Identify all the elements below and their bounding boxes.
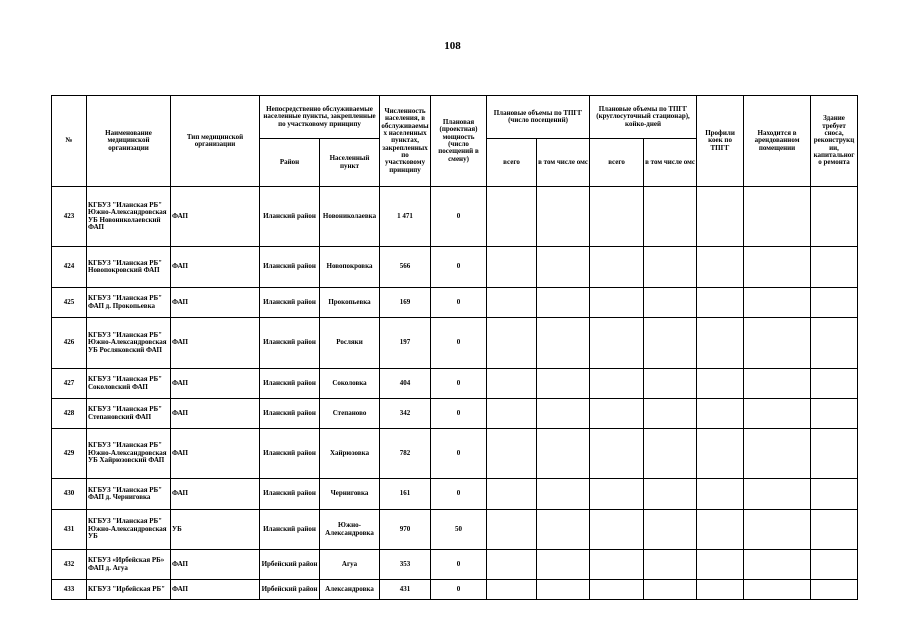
row-district: Иланский район <box>260 187 320 247</box>
row-population: 197 <box>380 318 431 369</box>
row-rented <box>744 369 811 399</box>
header-building-needs: Здание требует сноса, реконструкции, капитального ремонта <box>811 96 858 187</box>
row-org-name: КГБУЗ "Ирбейская РБ" <box>87 580 171 600</box>
row-beds-total <box>590 510 644 550</box>
row-building-needs <box>811 479 858 510</box>
row-population: 431 <box>380 580 431 600</box>
row-beds-oms <box>644 399 697 429</box>
page-number: 108 <box>444 40 461 52</box>
row-visits-oms <box>537 479 590 510</box>
row-visits-total <box>487 580 537 600</box>
row-population: 782 <box>380 429 431 479</box>
header-tpgg-visits: Плановые объемы по ТПГГ (число посещений) <box>487 96 590 139</box>
header-population: Численность населения, в обслуживаемых населенных пунктах, закрепленных по участковому принципу <box>380 96 431 187</box>
header-district: Район <box>260 139 320 187</box>
row-building-needs <box>811 318 858 369</box>
table-body <box>52 187 858 600</box>
row-org-name: КГБУЗ "Иланская РБ" Степановский ФАП <box>87 399 171 429</box>
row-building-needs <box>811 369 858 399</box>
table-row <box>52 479 858 510</box>
table-row <box>52 247 858 288</box>
row-visits-total <box>487 369 537 399</box>
row-population: 566 <box>380 247 431 288</box>
row-num: 432 <box>52 550 87 580</box>
row-org-type: ФАП <box>171 318 260 369</box>
row-visits-oms <box>537 187 590 247</box>
row-org-name: КГБУЗ "Иланская РБ" Южно-Александровская УБ Росляковский ФАП <box>87 318 171 369</box>
row-rented <box>744 318 811 369</box>
row-beds-oms <box>644 429 697 479</box>
row-district: Иланский район <box>260 399 320 429</box>
row-num: 431 <box>52 510 87 550</box>
row-beds-oms <box>644 510 697 550</box>
row-population: 169 <box>380 288 431 318</box>
row-num: 428 <box>52 399 87 429</box>
row-org-type: ФАП <box>171 369 260 399</box>
row-org-type: УБ <box>171 510 260 550</box>
row-beds-oms <box>644 479 697 510</box>
table-row <box>52 429 858 479</box>
table-row <box>52 550 858 580</box>
row-num: 426 <box>52 318 87 369</box>
row-district: Ирбейский район <box>260 550 320 580</box>
row-bed-profiles <box>697 479 744 510</box>
row-visits-total <box>487 288 537 318</box>
row-district: Иланский район <box>260 318 320 369</box>
row-settlement: Александровка <box>320 580 380 600</box>
row-bed-profiles <box>697 550 744 580</box>
table-row <box>52 318 858 369</box>
header-visits-total: всего <box>487 139 537 187</box>
row-building-needs <box>811 550 858 580</box>
row-district: Иланский район <box>260 479 320 510</box>
row-population: 342 <box>380 399 431 429</box>
row-district: Иланский район <box>260 429 320 479</box>
row-beds-total <box>590 247 644 288</box>
table-row <box>52 510 858 550</box>
row-visits-total <box>487 399 537 429</box>
header-rented: Находится в арендованном помещении <box>744 96 811 187</box>
row-visits-total <box>487 318 537 369</box>
row-capacity: 0 <box>431 550 487 580</box>
row-capacity: 0 <box>431 580 487 600</box>
row-rented <box>744 399 811 429</box>
row-visits-oms <box>537 399 590 429</box>
row-org-type: ФАП <box>171 187 260 247</box>
row-capacity: 0 <box>431 247 487 288</box>
row-capacity: 0 <box>431 429 487 479</box>
row-rented <box>744 187 811 247</box>
row-capacity: 0 <box>431 479 487 510</box>
row-org-type: ФАП <box>171 580 260 600</box>
row-bed-profiles <box>697 288 744 318</box>
row-rented <box>744 288 811 318</box>
row-bed-profiles <box>697 510 744 550</box>
row-capacity: 50 <box>431 510 487 550</box>
row-settlement: Южно-Александровка <box>320 510 380 550</box>
row-visits-total <box>487 479 537 510</box>
row-building-needs <box>811 288 858 318</box>
row-district: Иланский район <box>260 288 320 318</box>
row-district: Иланский район <box>260 369 320 399</box>
row-settlement: Степаново <box>320 399 380 429</box>
registry-table <box>51 95 858 600</box>
row-district: Ирбейский район <box>260 580 320 600</box>
row-beds-oms <box>644 550 697 580</box>
row-num: 430 <box>52 479 87 510</box>
table-row <box>52 369 858 399</box>
row-capacity: 0 <box>431 288 487 318</box>
row-building-needs <box>811 510 858 550</box>
row-bed-profiles <box>697 247 744 288</box>
header-settlements-group: Непосредственно обслуживаемые населенные пункты, закрепленные по участковому принципу <box>260 96 380 139</box>
row-beds-total <box>590 288 644 318</box>
row-rented <box>744 580 811 600</box>
row-visits-oms <box>537 318 590 369</box>
row-capacity: 0 <box>431 399 487 429</box>
row-num: 424 <box>52 247 87 288</box>
row-building-needs <box>811 399 858 429</box>
row-bed-profiles <box>697 318 744 369</box>
row-bed-profiles <box>697 580 744 600</box>
row-visits-oms <box>537 247 590 288</box>
table-row <box>52 187 858 247</box>
header-tpgg-beds: Плановые объемы по ТПГГ (круглосуточный стационар), койко-дней <box>590 96 697 139</box>
row-population: 970 <box>380 510 431 550</box>
row-num: 433 <box>52 580 87 600</box>
row-org-name: КГБУЗ "Иланская РБ" Соколовский ФАП <box>87 369 171 399</box>
row-visits-oms <box>537 429 590 479</box>
row-org-type: ФАП <box>171 429 260 479</box>
row-settlement: Новониколаевка <box>320 187 380 247</box>
row-num: 423 <box>52 187 87 247</box>
row-org-type: ФАП <box>171 247 260 288</box>
row-beds-oms <box>644 369 697 399</box>
row-population: 1 471 <box>380 187 431 247</box>
row-population: 404 <box>380 369 431 399</box>
row-beds-total <box>590 187 644 247</box>
row-beds-total <box>590 318 644 369</box>
row-beds-oms <box>644 288 697 318</box>
row-beds-oms <box>644 318 697 369</box>
row-org-type: ФАП <box>171 288 260 318</box>
row-settlement: Новопокровка <box>320 247 380 288</box>
row-visits-oms <box>537 580 590 600</box>
row-visits-total <box>487 429 537 479</box>
table-row <box>52 288 858 318</box>
row-beds-total <box>590 429 644 479</box>
row-org-name: КГБУЗ "Иланская РБ" Южно-Александровская УБ Новониколаевский ФАП <box>87 187 171 247</box>
table-row <box>52 580 858 600</box>
header-org-name: Наименование медицинской организации <box>87 96 171 187</box>
row-org-type: ФАП <box>171 479 260 510</box>
row-settlement: Черниговка <box>320 479 380 510</box>
header-bed-profiles: Профили коек по ТПГГ <box>697 96 744 187</box>
row-beds-total <box>590 369 644 399</box>
row-rented <box>744 510 811 550</box>
row-beds-oms <box>644 187 697 247</box>
row-visits-oms <box>537 550 590 580</box>
row-num: 427 <box>52 369 87 399</box>
row-building-needs <box>811 580 858 600</box>
row-bed-profiles <box>697 429 744 479</box>
row-org-name: КГБУЗ «Ирбейская РБ» ФАП д. Агуа <box>87 550 171 580</box>
row-capacity: 0 <box>431 318 487 369</box>
row-capacity: 0 <box>431 187 487 247</box>
row-org-name: КГБУЗ "Иланская РБ" Новопокровский ФАП <box>87 247 171 288</box>
row-num: 425 <box>52 288 87 318</box>
row-visits-total <box>487 247 537 288</box>
row-rented <box>744 247 811 288</box>
row-beds-total <box>590 550 644 580</box>
row-rented <box>744 479 811 510</box>
row-visits-oms <box>537 288 590 318</box>
row-settlement: Соколовка <box>320 369 380 399</box>
row-settlement: Росляки <box>320 318 380 369</box>
row-beds-oms <box>644 580 697 600</box>
row-beds-total <box>590 479 644 510</box>
row-building-needs <box>811 247 858 288</box>
table-row <box>52 399 858 429</box>
header-org-type: Тип медицинской организации <box>171 96 260 187</box>
row-settlement: Агуа <box>320 550 380 580</box>
row-org-name: КГБУЗ "Иланская РБ" ФАП д. Черниговка <box>87 479 171 510</box>
row-visits-total <box>487 187 537 247</box>
row-settlement: Прокопьевка <box>320 288 380 318</box>
row-org-name: КГБУЗ "Иланская РБ" ФАП д. Прокопьевка <box>87 288 171 318</box>
row-building-needs <box>811 429 858 479</box>
header-num: № <box>52 96 87 187</box>
row-org-name: КГБУЗ "Иланская РБ" Южно-Александровская УБ Хайрюзовский ФАП <box>87 429 171 479</box>
row-population: 353 <box>380 550 431 580</box>
row-visits-total <box>487 550 537 580</box>
header-beds-oms: в том числе омс <box>644 139 697 187</box>
row-beds-oms <box>644 247 697 288</box>
row-visits-oms <box>537 369 590 399</box>
row-visits-total <box>487 510 537 550</box>
row-district: Иланский район <box>260 247 320 288</box>
row-rented <box>744 429 811 479</box>
row-num: 429 <box>52 429 87 479</box>
row-beds-total <box>590 399 644 429</box>
row-bed-profiles <box>697 187 744 247</box>
row-rented <box>744 550 811 580</box>
header-capacity: Плановая (проектная) мощность (число посещений в смену) <box>431 96 487 187</box>
row-bed-profiles <box>697 399 744 429</box>
row-beds-total <box>590 580 644 600</box>
row-org-name: КГБУЗ "Иланская РБ" Южно-Александровская УБ <box>87 510 171 550</box>
header-visits-oms: в том числе омс <box>537 139 590 187</box>
row-capacity: 0 <box>431 369 487 399</box>
row-org-type: ФАП <box>171 550 260 580</box>
row-visits-oms <box>537 510 590 550</box>
header-settlement: Населенный пункт <box>320 139 380 187</box>
row-district: Иланский район <box>260 510 320 550</box>
header-beds-total: всего <box>590 139 644 187</box>
row-settlement: Хайрюзовка <box>320 429 380 479</box>
row-org-type: ФАП <box>171 399 260 429</box>
row-building-needs <box>811 187 858 247</box>
row-population: 161 <box>380 479 431 510</box>
row-bed-profiles <box>697 369 744 399</box>
